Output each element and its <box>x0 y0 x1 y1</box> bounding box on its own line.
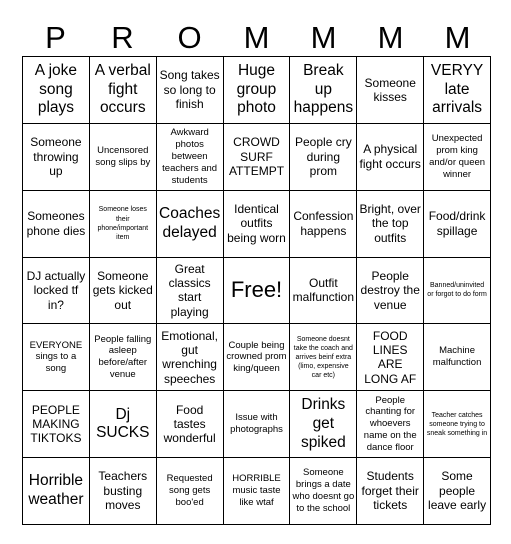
bingo-cell[interactable]: People destroy the venue <box>357 258 424 325</box>
bingo-cell[interactable]: Coaches delayed <box>157 191 224 258</box>
bingo-cell[interactable]: Song takes so long to finish <box>157 57 224 124</box>
bingo-cell[interactable]: Bright, over the top outfits <box>357 191 424 258</box>
bingo-cell[interactable]: Uncensored song slips by <box>90 124 157 191</box>
bingo-cell[interactable]: Requested song gets boo'ed <box>157 458 224 525</box>
bingo-cell[interactable]: Someone throwing up <box>23 124 90 191</box>
bingo-cell[interactable]: CROWD SURF ATTEMPT <box>224 124 291 191</box>
bingo-cell[interactable]: Break up happens <box>290 57 357 124</box>
bingo-cell[interactable]: Some people leave early <box>424 458 491 525</box>
bingo-cell[interactable]: A verbal fight occurs <box>90 57 157 124</box>
bingo-cell[interactable]: Someone kisses <box>357 57 424 124</box>
bingo-cell[interactable]: Huge group photo <box>224 57 291 124</box>
bingo-cell[interactable]: Food tastes wonderful <box>157 391 224 458</box>
free-space-cell[interactable]: Free! <box>224 258 291 325</box>
bingo-cell[interactable]: Awkward photos between teachers and students <box>157 124 224 191</box>
bingo-grid <box>22 56 491 525</box>
bingo-cell[interactable]: Outfit malfunction <box>290 258 357 325</box>
bingo-cell[interactable]: Horrible weather <box>23 458 90 525</box>
bingo-cell[interactable]: HORRIBLE music taste like wtaf <box>224 458 291 525</box>
bingo-cell[interactable]: Dj SUCKS <box>90 391 157 458</box>
bingo-cell[interactable]: Drinks get spiked <box>290 391 357 458</box>
bingo-cell[interactable]: People falling asleep before/after venue <box>90 324 157 391</box>
bingo-cell[interactable]: Banned/uninvited or forgot to do form <box>424 258 491 325</box>
bingo-cell[interactable]: DJ actually locked tf in? <box>23 258 90 325</box>
bingo-cell[interactable]: Unexpected prom king and/or queen winner <box>424 124 491 191</box>
bingo-header <box>22 20 491 56</box>
bingo-cell[interactable]: A physical fight occurs <box>357 124 424 191</box>
bingo-cell[interactable]: Food/drink spillage <box>424 191 491 258</box>
header-letter: P <box>45 20 66 55</box>
bingo-cell[interactable]: FOOD LINES ARE LONG AF <box>357 324 424 391</box>
bingo-cell[interactable]: Great classics start playing <box>157 258 224 325</box>
bingo-cell[interactable]: Someones phone dies <box>23 191 90 258</box>
bingo-cell[interactable]: Issue with photographs <box>224 391 291 458</box>
bingo-cell[interactable]: Machine malfunction <box>424 324 491 391</box>
bingo-cell[interactable]: VERYY late arrivals <box>424 57 491 124</box>
bingo-cell[interactable]: Someone brings a date who doesnt go to the school <box>290 458 357 525</box>
bingo-cell[interactable]: Teacher catches someone trying to sneak something in <box>424 391 491 458</box>
header-letter: M <box>377 20 404 55</box>
bingo-cell[interactable]: Students forget their tickets <box>357 458 424 525</box>
bingo-cell[interactable]: Someone gets kicked out <box>90 258 157 325</box>
header-letter: M <box>310 20 337 55</box>
bingo-cell[interactable]: Couple being crowned prom king/queen <box>224 324 291 391</box>
bingo-cell[interactable]: Emotional, gut wrenching speeches <box>157 324 224 391</box>
bingo-cell[interactable]: PEOPLE MAKING TIKTOKS <box>23 391 90 458</box>
bingo-cell[interactable]: People chanting for whoevers name on the dance floor <box>357 391 424 458</box>
header-letter: M <box>243 20 270 55</box>
bingo-cell[interactable]: Someone doesnt take the coach and arrives beinf extra (limo, expensive car etc) <box>290 324 357 391</box>
bingo-cell[interactable]: Someone loses their phone/important item <box>90 191 157 258</box>
bingo-cell[interactable]: People cry during prom <box>290 124 357 191</box>
bingo-cell[interactable]: A joke song plays <box>23 57 90 124</box>
header-letter: O <box>177 20 202 55</box>
bingo-cell[interactable]: Teachers busting moves <box>90 458 157 525</box>
bingo-cell[interactable]: Confession happens <box>290 191 357 258</box>
bingo-cell[interactable]: Identical outfits being worn <box>224 191 291 258</box>
header-letter: R <box>111 20 134 55</box>
header-letter: M <box>444 20 471 55</box>
bingo-cell[interactable]: EVERYONE sings to a song <box>23 324 90 391</box>
